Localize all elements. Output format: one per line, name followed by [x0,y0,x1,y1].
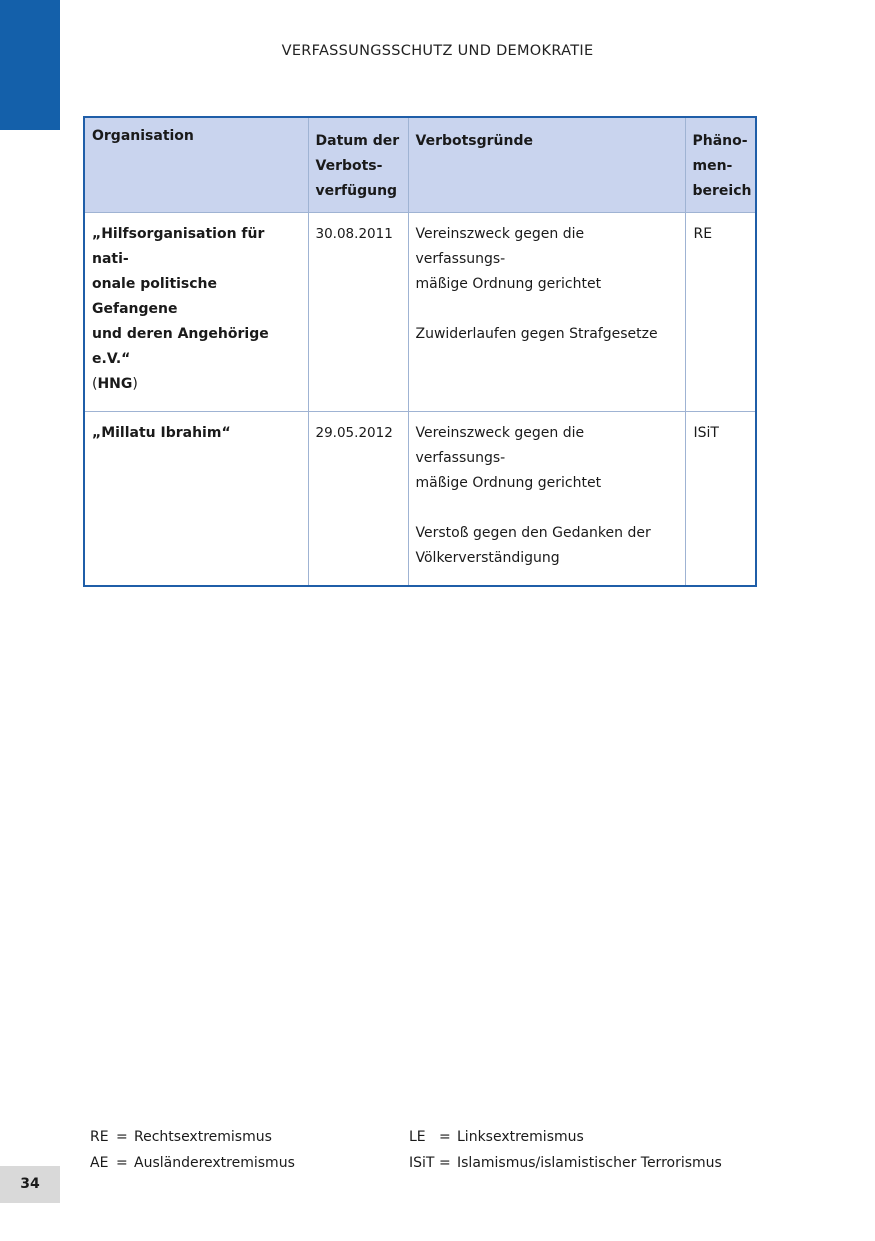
table-row [84,412,756,587]
table-row [84,213,756,412]
legend-item: ISiT = Islamismus/islamistischer Terrorismus [409,1155,722,1171]
column-header-date: Datum der Verbots- verfügung [308,117,408,213]
ban-table [83,116,757,587]
cell-grounds [408,213,685,412]
cell-area: RE [685,213,756,412]
ground-item: Vereinszweck gegen die verfassungs- mäßige Ordnung gerichtet [415,425,602,491]
cell-organisation: „Hilfsorganisation für nati- onale politische Gefangene und deren Angehörige e.V.“ (HNG) [84,213,308,412]
legend-item: LE = Linksextremismus [409,1129,584,1145]
column-header-organisation: Organisation [84,117,308,213]
chapter-color-tab [0,0,60,130]
ground-item: Verstoß gegen den Gedanken der Völkerverständigung [415,525,651,566]
legend-item: AE = Ausländerextremismus [90,1155,295,1171]
column-header-area: Phäno- men- bereich [685,117,756,213]
cell-date: 29.05.2012 [308,412,408,587]
ground-item: Vereinszweck gegen die verfassungs- mäßige Ordnung gerichtet [415,226,602,292]
running-header: VERFASSUNGSSCHUTZ UND DEMOKRATIE [281,43,594,59]
legend-right [409,1124,722,1176]
cell-grounds [408,412,685,587]
cell-organisation: „Millatu Ibrahim“ [84,412,308,587]
cell-area: ISiT [685,412,756,587]
legend-left [90,1124,295,1176]
page-number: 34 [0,1166,60,1203]
table-header-row [84,117,756,213]
column-header-grounds: Verbotsgründe [408,117,685,213]
legend-item: RE = Rechtsextremismus [90,1129,272,1145]
cell-date: 30.08.2011 [308,213,408,412]
ground-item: Zuwiderlaufen gegen Strafgesetze [415,326,658,342]
